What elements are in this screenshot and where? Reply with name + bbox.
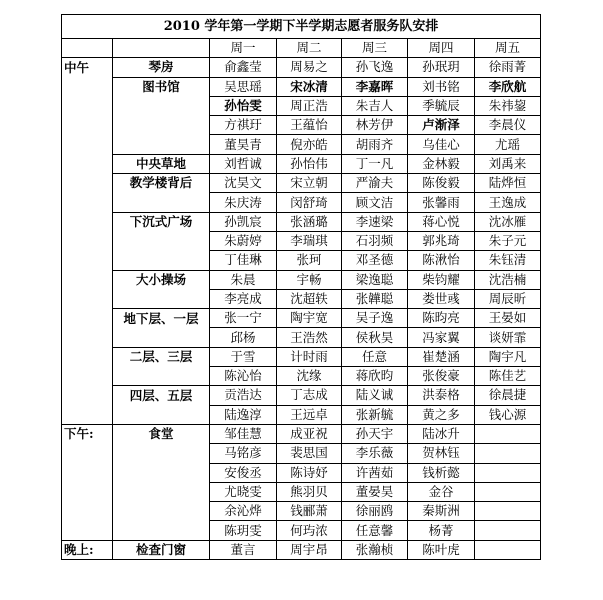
volunteer-name: 孙凯宸 [210,212,277,231]
volunteer-name: 陈俊毅 [408,174,475,193]
location-cell [113,116,210,135]
volunteer-name: 沈超轶 [277,289,342,308]
volunteer-name: 卢渐泽 [408,116,475,135]
volunteer-name: 谈妍霏 [475,328,541,347]
location-label: 中央草地 [113,154,210,173]
period-label: 晚上: [62,540,113,559]
volunteer-name [475,540,541,559]
volunteer-name: 何玙浓 [277,521,342,540]
volunteer-name: 侯秋昊 [342,328,408,347]
volunteer-name: 刘哲诚 [210,154,277,173]
schedule-row [62,502,541,521]
period-cell [62,154,113,173]
schedule-row [62,251,541,270]
volunteer-name: 李瑞琪 [277,231,342,250]
location-label: 教学楼背后 [113,174,210,193]
schedule-table [61,14,541,560]
volunteer-name: 沈浩楠 [475,270,541,289]
volunteer-name: 朱晨 [210,270,277,289]
volunteer-name: 陈诗妤 [277,463,342,482]
volunteer-name: 方祺玗 [210,116,277,135]
period-cell [62,270,113,289]
period-label: 中午 [62,58,113,77]
location-label: 二层、三层 [113,347,210,366]
volunteer-name: 裴思国 [277,444,342,463]
volunteer-name: 梁逸聪 [342,270,408,289]
volunteer-name: 王远卓 [277,405,342,424]
location-label: 琴房 [113,58,210,77]
corner-cell [62,39,113,58]
volunteer-name: 宇畅 [277,270,342,289]
volunteer-name: 石羽频 [342,231,408,250]
location-label: 检查门窗 [113,540,210,559]
period-cell [62,347,113,366]
location-label: 下沉式广场 [113,212,210,231]
volunteer-name: 贺林钰 [408,444,475,463]
location-cell [113,251,210,270]
schedule-row [62,212,541,231]
volunteer-name: 陈玥雯 [210,521,277,540]
location-label: 四层、五层 [113,386,210,405]
volunteer-name: 陆烨恒 [475,174,541,193]
period-cell [62,96,113,115]
volunteer-name: 余沁烨 [210,502,277,521]
schedule-row [62,540,541,559]
volunteer-name: 王蕴怡 [277,116,342,135]
volunteer-name: 董言 [210,540,277,559]
volunteer-name: 娄世彧 [408,289,475,308]
period-cell [62,77,113,96]
volunteer-name: 李嘉晖 [342,77,408,96]
volunteer-name [475,482,541,501]
period-cell [62,502,113,521]
volunteer-name: 严渝夫 [342,174,408,193]
volunteer-name: 胡雨齐 [342,135,408,154]
period-cell [62,386,113,405]
period-cell [62,367,113,386]
volunteer-name: 陈沁怡 [210,367,277,386]
location-cell [113,193,210,212]
period-cell [62,116,113,135]
volunteer-name: 朱钰清 [475,251,541,270]
schedule-row [62,174,541,193]
period-cell [62,135,113,154]
volunteer-name: 陆逸淳 [210,405,277,424]
volunteer-name [475,521,541,540]
volunteer-name: 陈佳艺 [475,367,541,386]
volunteer-name: 邱杨 [210,328,277,347]
volunteer-name: 周正浩 [277,96,342,115]
volunteer-name [475,444,541,463]
schedule-row [62,444,541,463]
location-label: 地下层、一层 [113,309,210,328]
volunteer-name: 李速梁 [342,212,408,231]
schedule-row [62,463,541,482]
volunteer-name: 孙飞逸 [342,58,408,77]
volunteer-name: 计时雨 [277,347,342,366]
schedule-row [62,77,541,96]
volunteer-name: 董昊青 [210,135,277,154]
location-cell [113,444,210,463]
period-cell [62,231,113,250]
volunteer-name: 朱蔚婷 [210,231,277,250]
volunteer-name: 孙天宇 [342,424,408,443]
schedule-row [62,154,541,173]
period-label: 下午: [62,424,113,443]
volunteer-name: 李欣航 [475,77,541,96]
volunteer-name: 孙珉玥 [408,58,475,77]
volunteer-name: 王晏如 [475,309,541,328]
volunteer-name: 宋冰清 [277,77,342,96]
volunteer-name [475,424,541,443]
volunteer-name: 倪亦皓 [277,135,342,154]
location-cell [113,367,210,386]
volunteer-name: 张新毓 [342,405,408,424]
period-cell [62,328,113,347]
day-header: 周三 [342,39,408,58]
schedule-row [62,231,541,250]
period-cell [62,521,113,540]
volunteer-name: 钱心源 [475,405,541,424]
schedule-row [62,289,541,308]
volunteer-name: 熊羽贝 [277,482,342,501]
volunteer-name: 李乐薇 [342,444,408,463]
period-cell [62,463,113,482]
volunteer-name: 张一宁 [210,309,277,328]
volunteer-name: 宋立朝 [277,174,342,193]
volunteer-name: 金谷 [408,482,475,501]
volunteer-name: 贡浩达 [210,386,277,405]
schedule-row [62,328,541,347]
location-cell [113,328,210,347]
schedule-row [62,309,541,328]
volunteer-name: 安俊丞 [210,463,277,482]
location-cell [113,463,210,482]
period-cell [62,405,113,424]
schedule-row [62,405,541,424]
location-cell [113,405,210,424]
volunteer-name: 周宇昂 [277,540,342,559]
period-cell [62,444,113,463]
volunteer-name: 钱析懿 [408,463,475,482]
period-cell [62,251,113,270]
volunteer-name: 季毓辰 [408,96,475,115]
period-cell [62,174,113,193]
volunteer-name: 张涵璐 [277,212,342,231]
volunteer-name: 张韡聪 [342,289,408,308]
volunteer-name: 陆冰升 [408,424,475,443]
volunteer-name: 尤瑶 [475,135,541,154]
volunteer-name: 崔楚涵 [408,347,475,366]
day-header: 周五 [475,39,541,58]
schedule-row [62,96,541,115]
volunteer-name: 于雪 [210,347,277,366]
volunteer-name: 朱祎鋆 [475,96,541,115]
period-cell [62,309,113,328]
location-cell [113,96,210,115]
volunteer-name: 朱子元 [475,231,541,250]
volunteer-name: 沈昊文 [210,174,277,193]
schedule-sheet [61,14,540,560]
location-cell [113,521,210,540]
volunteer-name: 王浩然 [277,328,342,347]
volunteer-name: 邓圣德 [342,251,408,270]
schedule-row [62,424,541,443]
title-row [62,15,541,39]
location-cell [113,502,210,521]
volunteer-name: 孙怡雯 [210,96,277,115]
volunteer-name: 朱庆涛 [210,193,277,212]
volunteer-name: 周辰昕 [475,289,541,308]
schedule-row [62,135,541,154]
schedule-row [62,270,541,289]
location-label: 食堂 [113,424,210,443]
period-cell [62,289,113,308]
volunteer-name: 朱吉人 [342,96,408,115]
header-row [62,39,541,58]
volunteer-name: 张珂 [277,251,342,270]
volunteer-name: 蒋欣昀 [342,367,408,386]
volunteer-name: 李晨仪 [475,116,541,135]
volunteer-name: 王逸成 [475,193,541,212]
day-header: 周二 [277,39,342,58]
schedule-row [62,58,541,77]
schedule-row [62,482,541,501]
volunteer-name: 刘书铭 [408,77,475,96]
volunteer-name: 任意馨 [342,521,408,540]
period-cell [62,482,113,501]
location-label: 大小操场 [113,270,210,289]
volunteer-name: 郭兆琦 [408,231,475,250]
volunteer-name: 董晏昊 [342,482,408,501]
volunteer-name: 林芳伊 [342,116,408,135]
volunteer-name: 丁佳琳 [210,251,277,270]
volunteer-name: 马铭彦 [210,444,277,463]
volunteer-name: 沈缘 [277,367,342,386]
volunteer-name: 张馨雨 [408,193,475,212]
volunteer-name: 俞鑫莹 [210,58,277,77]
location-label: 图书馆 [113,77,210,96]
period-cell [62,212,113,231]
volunteer-name: 蒋心悦 [408,212,475,231]
volunteer-name: 徐晨捷 [475,386,541,405]
volunteer-name: 李亮成 [210,289,277,308]
schedule-row [62,116,541,135]
volunteer-name: 金林毅 [408,154,475,173]
volunteer-name: 丁一凡 [342,154,408,173]
volunteer-name: 冯家翼 [408,328,475,347]
volunteer-name [475,463,541,482]
period-cell [62,193,113,212]
volunteer-name: 陶宇宽 [277,309,342,328]
volunteer-name: 黄之多 [408,405,475,424]
volunteer-name: 孙怡伟 [277,154,342,173]
volunteer-name: 任意 [342,347,408,366]
volunteer-name: 刘禹来 [475,154,541,173]
volunteer-name: 周易之 [277,58,342,77]
volunteer-name: 沈冰雁 [475,212,541,231]
day-header: 周一 [210,39,277,58]
volunteer-name: 闵舒琦 [277,193,342,212]
volunteer-name: 许茜茹 [342,463,408,482]
volunteer-name: 张瀚桢 [342,540,408,559]
schedule-row [62,367,541,386]
volunteer-name: 乌佳心 [408,135,475,154]
volunteer-name: 成亚祝 [277,424,342,443]
volunteer-name: 徐雨菁 [475,58,541,77]
volunteer-name: 洪泰格 [408,386,475,405]
schedule-row [62,347,541,366]
volunteer-name: 张俊豪 [408,367,475,386]
volunteer-name: 徐丽鸥 [342,502,408,521]
location-header-cell [113,39,210,58]
schedule-row [62,386,541,405]
schedule-title: 2010 学年第一学期下半学期志愿者服务队安排 [62,15,541,39]
volunteer-name: 陈叶虎 [408,540,475,559]
volunteer-name: 吴子逸 [342,309,408,328]
location-cell [113,482,210,501]
location-cell [113,135,210,154]
volunteer-name: 钱郦萧 [277,502,342,521]
volunteer-name [475,502,541,521]
location-cell [113,231,210,250]
volunteer-name: 陈昀亮 [408,309,475,328]
volunteer-name: 陆义诚 [342,386,408,405]
schedule-row [62,193,541,212]
schedule-row [62,521,541,540]
volunteer-name: 杨菁 [408,521,475,540]
volunteer-name: 丁志成 [277,386,342,405]
volunteer-name: 陶宇凡 [475,347,541,366]
volunteer-name: 秦斯洲 [408,502,475,521]
volunteer-name: 吴思瑶 [210,77,277,96]
location-cell [113,289,210,308]
volunteer-name: 陈湫怡 [408,251,475,270]
volunteer-name: 顾文洁 [342,193,408,212]
volunteer-name: 尤晓雯 [210,482,277,501]
day-header: 周四 [408,39,475,58]
volunteer-name: 邹佳慧 [210,424,277,443]
volunteer-name: 柴钧耀 [408,270,475,289]
